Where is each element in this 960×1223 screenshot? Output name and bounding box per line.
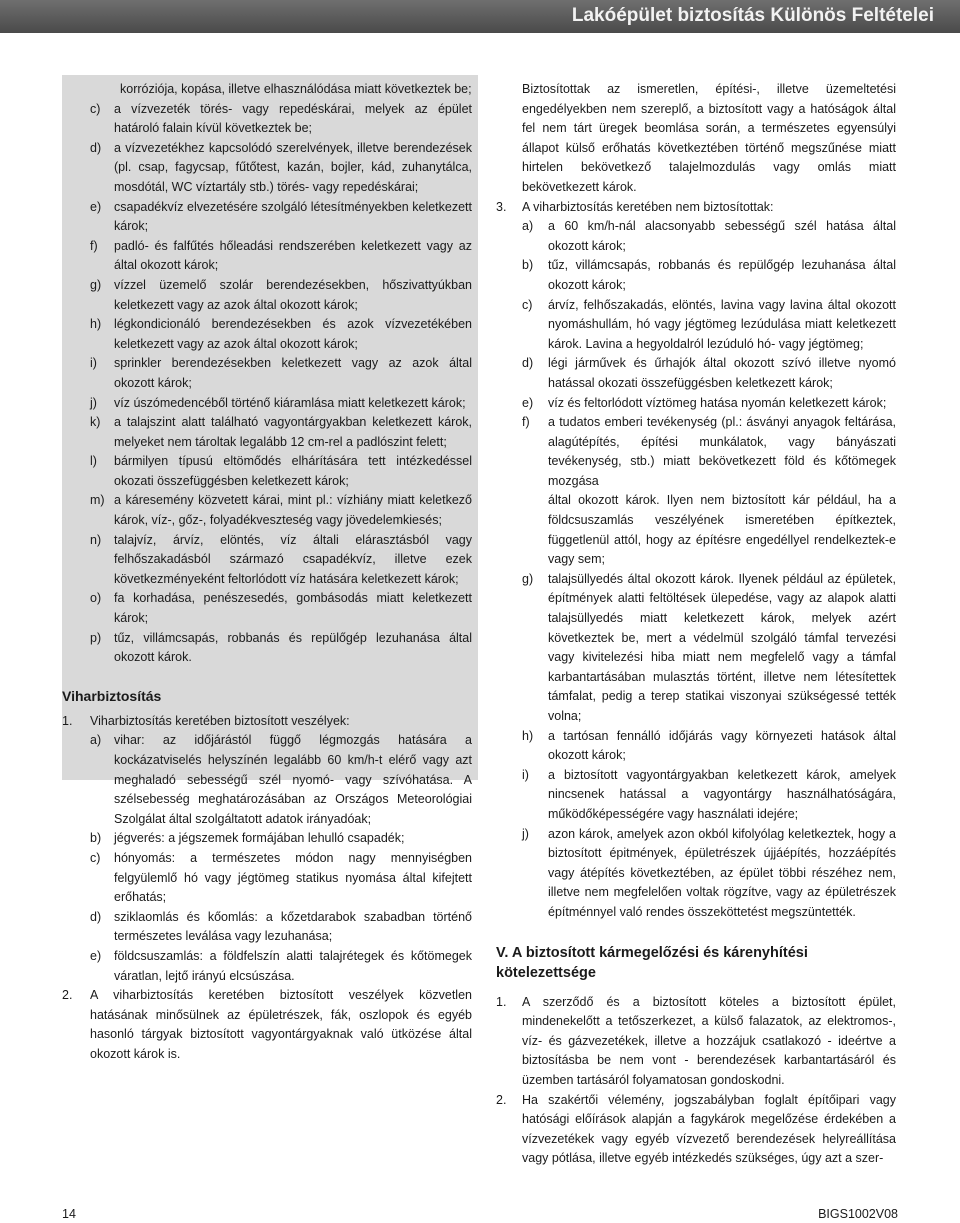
item-marker: o)	[90, 591, 102, 606]
item-text: a 60 km/h-nál alacsonyabb sebességű szél hatása által okozott károk;	[548, 219, 896, 253]
item-text: A szerződő és a biztosított köteles a biztosított épület, mindenekelőtt a tetőszerkezet, a külső falazatok, az elektromos-, víz- és gázvezetékek, illetve a hozzájuk csatlakozó - ideértve a biztosításba be nem vont - berendezések karbantartásáról és üzemben tartásáról folyamatosan gondoskodni.	[522, 994, 896, 1087]
document-title: Lakóépület biztosítás Különös Feltételei	[571, 5, 934, 26]
item-marker: f)	[90, 238, 98, 253]
list-item	[496, 1091, 896, 1169]
item-marker: d)	[90, 909, 102, 924]
list-item	[62, 531, 472, 590]
intro-paragraph: Biztosítottak az ismeretlen, építési-, illetve üzemeltetési engedélyekben nem szereplő, a biztosított vagy a hatóságok által fel nem tárt üregek beomlása során, a természetes egyensúlyi állapot külső erőhatás következtében történő megszűnése miatt hirtelen bekövetkező talajelmozdulás vagy omlás miatt bekövetkezett károk.	[522, 82, 896, 194]
numbered-paragraph	[62, 712, 472, 732]
obligation-item-list	[496, 993, 896, 1169]
item-marker: g)	[522, 571, 534, 586]
document-code: BIGS1002V08	[818, 1207, 898, 1221]
item-text: jégverés: a jégszemek formájában lehulló csapadék;	[114, 831, 405, 846]
list-item	[496, 570, 896, 727]
list-item	[62, 829, 472, 849]
item-marker: e)	[522, 395, 534, 410]
item-text: sprinkler berendezésekben keletkezett vagy az azok által okozott károk;	[114, 356, 472, 390]
item-marker: h)	[90, 317, 102, 332]
item-marker: d)	[90, 140, 102, 155]
list-item	[62, 394, 472, 414]
list-item	[496, 825, 896, 923]
item-text: vihar: az időjárástól függő légmozgás hatására a kockázatviselés helyszínén legalább 60 km/h-t elérő vagy azt meghaladó sebességű szél nyomó- vagy szívóhatása. A szélsebesség meghatározásában az Országos Meteorológiai Szolgálat által szolgáltatott adatok irányadóak;	[114, 733, 472, 826]
item-marker: b)	[522, 258, 534, 273]
list-item	[62, 452, 472, 491]
list-item	[496, 727, 896, 766]
list-item	[62, 276, 472, 315]
paragraph-number: 2.	[62, 988, 73, 1003]
item-text: a talajszint alatt található vagyontárgyakban keletkezett károk, melyeket nem tároltak legalább 12 cm-rel a padlószint felett;	[114, 415, 472, 449]
list-item	[62, 139, 472, 198]
item-text: légi járművek és űrhajók által okozott szívó illetve nyomó hatással okozati összefüggésben keletkezett károk;	[548, 356, 896, 390]
list-item	[62, 491, 472, 530]
numbered-paragraph	[496, 198, 896, 218]
item-marker: j)	[522, 826, 529, 841]
item-text: talajvíz, árvíz, elöntés, víz általi elárasztásból vagy felhőszakadásból származó csapadékvíz, illetve ezek következményeként feltorlódott víz hatására keletkezett károk;	[114, 532, 472, 586]
item-marker: j)	[90, 395, 97, 410]
storm-item-list	[62, 731, 472, 986]
exclusion-item-list	[496, 217, 896, 491]
list-item	[496, 256, 896, 295]
list-item	[62, 849, 472, 908]
paragraph-text: Viharbiztosítás keretében biztosított veszélyek:	[90, 713, 350, 728]
item-text: földcsuszamlás: a földfelszín alatti talajrétegek és kőtömegek váratlan, lejtő irányú elcsúszása.	[114, 948, 472, 983]
list-item	[496, 766, 896, 825]
list-item	[496, 217, 896, 256]
header-bar	[0, 0, 960, 33]
exclusion-item-list-2	[496, 570, 896, 923]
continuation-text: által okozott károk. Ilyen nem biztosított kár például, ha a földcsuszamlás veszélyének ismeretében építkeztek, függetlenül attól, hogy az építésre engedéllyel rendelkeztek-e vagy sem;	[548, 493, 896, 567]
item-marker: c)	[90, 850, 101, 865]
item-marker: e)	[90, 948, 102, 963]
list-item	[62, 100, 472, 139]
item-marker: f)	[522, 415, 530, 430]
item-marker: d)	[522, 356, 534, 371]
item-marker: p)	[90, 630, 102, 645]
item-text: fa korhadása, penészesedés, gombásodás miatt keletkezett károk;	[114, 591, 472, 626]
list-item	[496, 993, 896, 1091]
item-marker: g)	[90, 277, 102, 292]
list-item	[62, 354, 472, 393]
paragraph-text: A viharbiztosítás keretében nem biztosítottak:	[522, 199, 774, 214]
list-item	[62, 908, 472, 947]
item-marker: i)	[522, 767, 529, 782]
numbered-paragraph	[62, 986, 472, 1064]
item-text: csapadékvíz elvezetésére szolgáló létesítményekben keletkezett károk;	[114, 199, 472, 234]
item-marker: c)	[90, 101, 101, 116]
list-item	[496, 296, 896, 355]
page-number: 14	[62, 1207, 76, 1221]
paragraph-text: A viharbiztosítás keretében biztosított veszélyek közvetlen hatásának minősülnek az épületrészek, fák, oszlopok és egyéb hasonló tárgyak biztosított vagyontárgyaknak való ütközése által okozott károk is.	[90, 988, 472, 1061]
item-marker: n)	[90, 532, 102, 547]
paragraph-number: 3.	[496, 199, 507, 214]
paragraph-number: 1.	[62, 713, 73, 728]
item-marker: c)	[522, 297, 533, 312]
list-item	[62, 198, 472, 237]
section-title-v: V. A biztosított kármegelőzési és kárenyhítési kötelezettsége	[496, 944, 808, 981]
item-text: a káresemény közvetett kárai, mint pl.: vízhiány miatt keletkező károk, víz-, gőz-, folyadékveszteség vagy jövedelemkiesés;	[114, 493, 472, 528]
item-text: sziklaomlás és kőomlás: a kőzetdarabok szabadban történő természetes leválása vagy lezuhanása;	[114, 909, 472, 944]
continuation-text: korróziója, kopása, illetve elhasználódása miatt következtek be;	[120, 82, 472, 96]
list-item	[62, 731, 472, 829]
left-column	[62, 80, 472, 1065]
item-marker: m)	[90, 493, 105, 508]
item-text: víz úszómedencéből történő kiáramlása miatt keletkezett károk;	[114, 395, 466, 410]
item-marker: a)	[90, 733, 102, 748]
item-text: a vízvezetékhez kapcsolódó szerelvények, illetve berendezések (pl. csap, fagycsap, fűtőtest, kazán, bojler, kád, zuhanytálca, mosdótál, WC víztartály stb.) törés- vagy repedéskárai;	[114, 140, 472, 194]
list-item	[496, 354, 896, 393]
item-text: a tudatos emberi tevékenység (pl.: ásványi anyagok feltárása, alagútépítés, építési munkálatok, vagy bányászati tevékenység, stb.) miatt bekövetkezett föld és kőtömegek mozgása	[548, 415, 896, 488]
list-item	[62, 413, 472, 452]
item-marker: l)	[90, 454, 97, 469]
item-marker: a)	[522, 219, 534, 234]
item-text: tűz, villámcsapás, robbanás és repülőgép lezuhanása által okozott károk.	[114, 630, 472, 665]
item-text: vízzel üzemelő szolár berendezésekben, hőszivattyúkban keletkezett vagy az azok által okozott károk;	[114, 277, 472, 312]
item-marker: h)	[522, 728, 534, 743]
item-text: légkondicionáló berendezésekben és azok vízvezetékében keletkezett vagy az azok által okozott károk;	[114, 317, 472, 351]
item-marker: i)	[90, 356, 97, 371]
item-text: a tartósan fennálló időjárás vagy környezeti hatások által okozott károk;	[548, 728, 896, 763]
item-marker: b)	[90, 831, 102, 846]
item-marker: e)	[90, 199, 102, 214]
item-marker: 1.	[496, 994, 507, 1009]
item-text: padló- és falfűtés hőleadási rendszerében keletkezett vagy az által okozott károk;	[114, 238, 472, 273]
item-text: azon károk, amelyek azon okból kifolyólag keletkeztek, hogy a biztosított épitmények, épületrészek újjáépítés, hozzáépítés vagy átépítés következtében, az épület többi részéhez nem, illetve nem megfelelően voltak rögzítve, vagy az épületrészek építménnyel való rendes összeköttetést megszüntették.	[548, 826, 896, 919]
item-marker: 2.	[496, 1092, 507, 1107]
section-title-viharbiztositas: Viharbiztosítás	[62, 687, 162, 704]
list-item	[62, 315, 472, 354]
item-text: árvíz, felhőszakadás, elöntés, lavina vagy lavina által okozott nyomáshullám, hó vagy jégtömeg lezúdulása miatt keletkezett károk. Lavina a hegyoldalról lezúduló hó- vagy jégtömeg;	[548, 297, 896, 351]
item-text: a biztosított vagyontárgyakban keletkezett károk, amelyek nincsenek hatással a vagyontárgy használhatóságára, működőképességére vagy használati idejére;	[548, 767, 896, 821]
item-marker: k)	[90, 415, 101, 430]
left-item-list	[62, 100, 472, 668]
item-text: bármilyen típusú eltömődés elhárítására tett intézkedéssel okozati összefüggésben keletkezett károk;	[114, 454, 472, 488]
list-item	[62, 237, 472, 276]
list-item	[62, 629, 472, 668]
item-text: hónyomás: a természetes módon nagy mennyiségben felgyülemlő hó vagy jégtömeg statikus nyomása által kifejtett erőhatás;	[114, 850, 472, 905]
item-text: víz és feltorlódott víztömeg hatása nyomán keletkezett károk;	[548, 395, 887, 410]
item-text: tűz, villámcsapás, robbanás és repülőgép lezuhanása által okozott károk;	[548, 258, 896, 292]
list-item	[62, 947, 472, 986]
item-text: a vízvezeték törés- vagy repedéskárai, melyek az épület határoló falain kívül következtek be;	[114, 101, 472, 136]
item-text: talajsüllyedés által okozott károk. Ilyenek például az épületek, építmények alatti feltöltések ülepedése, vagy az alapok alatti talajsüllyedés miatt keletkezett károk, melyek azért következtek be, mert a védelmül szolgáló támfal tervezési vagy kivitelezési hiba miatt nem megfelelő vagy a támfal karbantartásában mulasztás történt, illetve nem létesítettek támfalat, pedig a terep statikai viszonyai szükségessé tették volna;	[548, 571, 896, 723]
list-item	[496, 394, 896, 414]
list-item	[62, 589, 472, 628]
list-item	[496, 413, 896, 491]
right-column	[496, 80, 896, 1169]
item-text: Ha szakértői vélemény, jogszabályban foglalt építőipari vagy hatósági előírások alapján a fagykárok megelőzése érdekében a vízvezetékek vagy egyéb vízvezető berendezések helyreállítása vagy pótlása, illetve egyéb intézkedés szükséges, úgy azt a szer-	[522, 1092, 896, 1166]
